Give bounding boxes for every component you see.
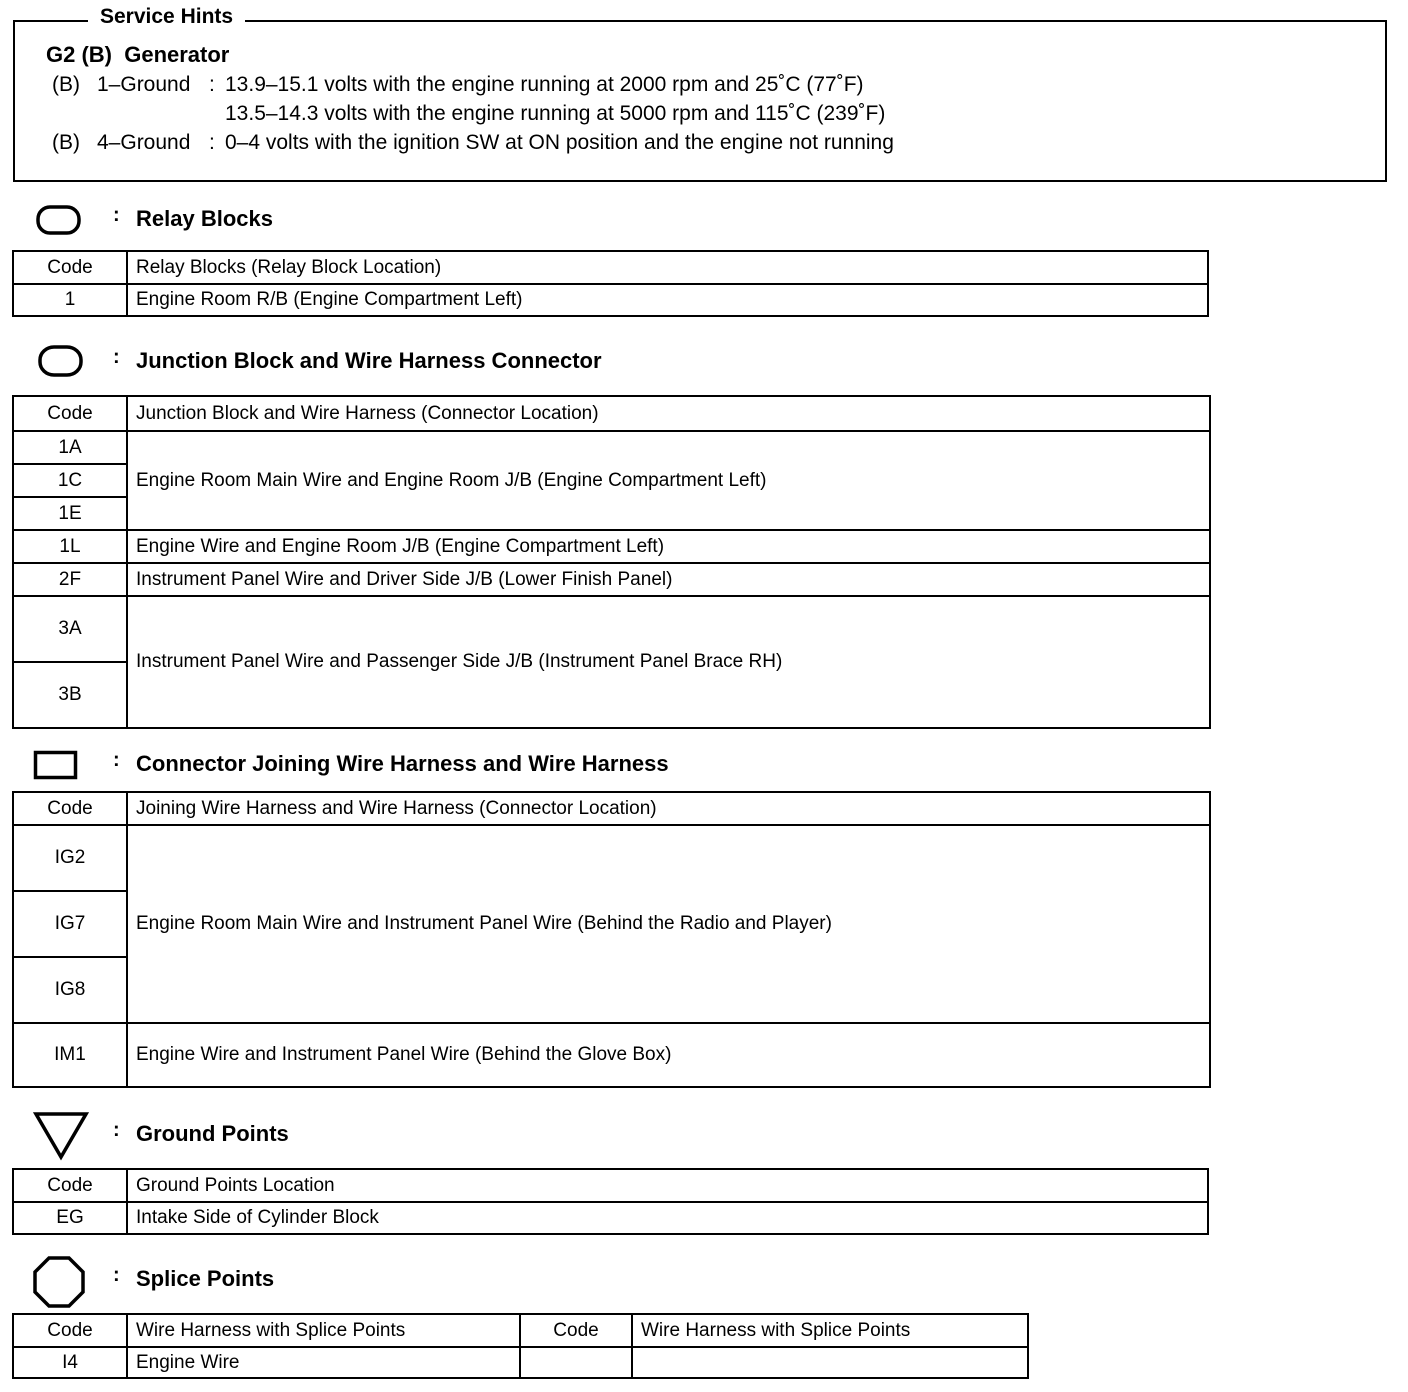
connector-table bbox=[12, 791, 1211, 1088]
description-cell: Engine Wire and Instrument Panel Wire (Behind the Glove Box) bbox=[127, 1023, 1210, 1087]
code-cell: EG bbox=[13, 1202, 127, 1234]
service-hints-legend: Service Hints bbox=[88, 5, 245, 29]
ground-points-heading: Ground Points bbox=[136, 1121, 289, 1146]
code-cell: 1 bbox=[13, 284, 127, 316]
hint-text: 13.9–15.1 volts with the engine running at 2000 rpm and 25˚C (77˚F) bbox=[225, 73, 864, 96]
colon: : bbox=[113, 204, 120, 226]
table-row bbox=[13, 431, 1210, 464]
code-cell: IG7 bbox=[13, 891, 127, 957]
colon: : bbox=[113, 1119, 120, 1141]
description-cell: Engine Room Main Wire and Instrument Panel Wire (Behind the Radio and Player) bbox=[127, 825, 1210, 1023]
column-header-description: Relay Blocks (Relay Block Location) bbox=[127, 251, 1208, 284]
connector-heading: Connector Joining Wire Harness and Wire Harness bbox=[136, 751, 669, 776]
description-cell: Engine Room R/B (Engine Compartment Left) bbox=[127, 284, 1208, 316]
description-cell: Engine Wire bbox=[127, 1347, 520, 1378]
rounded-rect-icon bbox=[35, 204, 83, 236]
relay-blocks-heading: Relay Blocks bbox=[136, 206, 273, 231]
hint-separator: : bbox=[209, 131, 215, 154]
junction-block-heading: Junction Block and Wire Harness Connector bbox=[136, 348, 602, 373]
hint-pin: (B) bbox=[52, 131, 80, 154]
column-header-description: Wire Harness with Splice Points bbox=[632, 1314, 1028, 1347]
table-row bbox=[13, 1202, 1208, 1234]
column-header-description: Ground Points Location bbox=[127, 1169, 1208, 1202]
column-header-code: Code bbox=[520, 1314, 632, 1347]
description-cell: Intake Side of Cylinder Block bbox=[127, 1202, 1208, 1234]
splice-points-heading: Splice Points bbox=[136, 1266, 275, 1291]
colon: : bbox=[113, 1264, 120, 1286]
column-header-description: Joining Wire Harness and Wire Harness (Connector Location) bbox=[127, 792, 1210, 825]
column-header-code: Code bbox=[13, 251, 127, 284]
ground-points-table bbox=[12, 1168, 1209, 1235]
relay-blocks-table bbox=[12, 250, 1209, 317]
rounded-oval-icon bbox=[37, 344, 85, 378]
hint-terminal: 1–Ground bbox=[97, 73, 191, 96]
colon: : bbox=[113, 346, 120, 368]
rectangle-icon bbox=[33, 750, 79, 780]
colon: : bbox=[113, 749, 120, 771]
code-cell: IG2 bbox=[13, 825, 127, 891]
code-cell: 1E bbox=[13, 497, 127, 530]
description-cell: Instrument Panel Wire and Passenger Side J/B (Instrument Panel Brace RH) bbox=[127, 596, 1210, 728]
description-cell: Engine Room Main Wire and Engine Room J/B (Engine Compartment Left) bbox=[127, 431, 1210, 530]
column-header-code: Code bbox=[13, 396, 127, 431]
inverted-triangle-icon bbox=[33, 1111, 89, 1161]
column-header-code: Code bbox=[13, 1169, 127, 1202]
code-cell: 3A bbox=[13, 596, 127, 662]
hint-separator: : bbox=[209, 73, 215, 96]
column-header-description: Wire Harness with Splice Points bbox=[127, 1314, 520, 1347]
code-cell: 3B bbox=[13, 662, 127, 728]
column-header-description: Junction Block and Wire Harness (Connector Location) bbox=[127, 396, 1210, 431]
code-cell: IM1 bbox=[13, 1023, 127, 1087]
description-cell: Engine Wire and Engine Room J/B (Engine Compartment Left) bbox=[127, 530, 1210, 563]
code-cell: 2F bbox=[13, 563, 127, 596]
hint-text: 0–4 volts with the ignition SW at ON position and the engine not running bbox=[225, 131, 894, 154]
table-row bbox=[13, 1023, 1210, 1087]
splice-points-table bbox=[12, 1313, 1029, 1379]
table-row bbox=[13, 1347, 1028, 1378]
column-header-code: Code bbox=[13, 792, 127, 825]
table-row bbox=[13, 596, 1210, 662]
table-row bbox=[13, 530, 1210, 563]
code-cell: 1A bbox=[13, 431, 127, 464]
code-cell bbox=[520, 1347, 632, 1378]
table-row bbox=[13, 563, 1210, 596]
junction-block-table bbox=[12, 395, 1211, 729]
code-cell: IG8 bbox=[13, 957, 127, 1023]
description-cell bbox=[632, 1347, 1028, 1378]
table-row bbox=[13, 825, 1210, 891]
column-header-code: Code bbox=[13, 1314, 127, 1347]
code-cell: I4 bbox=[13, 1347, 127, 1378]
hint-pin: (B) bbox=[52, 73, 80, 96]
description-cell: Instrument Panel Wire and Driver Side J/B (Lower Finish Panel) bbox=[127, 563, 1210, 596]
hint-terminal: 4–Ground bbox=[97, 131, 191, 154]
code-cell: 1C bbox=[13, 464, 127, 497]
table-row bbox=[13, 284, 1208, 316]
octagon-icon bbox=[32, 1255, 86, 1309]
code-cell: 1L bbox=[13, 530, 127, 563]
hint-text: 13.5–14.3 volts with the engine running at 5000 rpm and 115˚C (239˚F) bbox=[225, 102, 886, 125]
service-hints-title: G2 (B) Generator bbox=[46, 42, 230, 67]
